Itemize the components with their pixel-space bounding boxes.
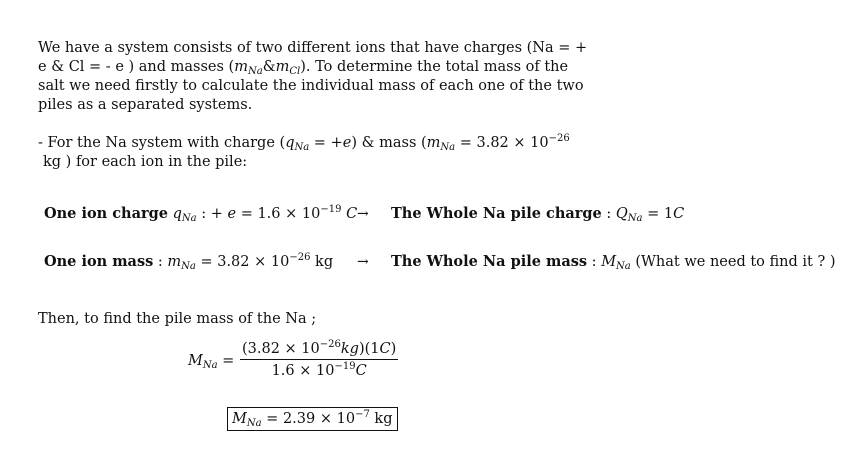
formula-lhs (188, 352, 234, 370)
exponent: −19 (334, 361, 356, 372)
unit: kg (310, 254, 334, 270)
exponent: −26 (289, 252, 311, 263)
mass-symbol: m (167, 254, 182, 270)
subscript: Na (294, 142, 310, 153)
subscript: Na (440, 142, 456, 153)
then-text: Then, to find the pile mass of the Na ; (38, 311, 317, 327)
charge-symbol: Q (615, 206, 628, 222)
subscript: Na (202, 360, 218, 371)
text: : + (196, 206, 228, 222)
subscript: Na (627, 213, 643, 224)
charge-row-left (44, 205, 357, 223)
exponent: −26 (319, 339, 341, 350)
mass-row-right (391, 253, 836, 271)
charge-symbol: q (285, 135, 295, 151)
fraction-numerator (240, 341, 398, 360)
subscript: Na (181, 261, 196, 272)
text: = 1 (642, 206, 674, 222)
unit: C (673, 206, 685, 222)
intro-text: e & Cl = - e ) and masses ( (38, 59, 235, 75)
mass-symbol: m (275, 59, 290, 75)
text: = 2.39 × 10 (261, 411, 356, 427)
exponent: −19 (320, 204, 342, 215)
result-box (227, 407, 398, 431)
text: : (601, 206, 616, 222)
formula-fraction (240, 341, 398, 379)
e-symbol: e (342, 135, 352, 151)
text: = 1.6 × 10 (236, 206, 321, 222)
intro-line-1: We have a system consists of two different ions that have charges (Na = + (38, 40, 588, 56)
ampersand: & (262, 59, 276, 75)
text: (3.82 × 10 (242, 341, 320, 357)
mass-row-left (44, 253, 333, 271)
text: = 3.82 × 10 (195, 254, 290, 270)
text: = + (309, 135, 343, 151)
unit: C (379, 341, 391, 357)
subscript: Na (247, 66, 263, 77)
mass-label: One ion mass (44, 253, 154, 270)
mass-symbol: M (232, 411, 247, 427)
unit: C (355, 363, 367, 379)
exponent: −7 (355, 409, 370, 420)
equals: = (217, 353, 235, 369)
intro-line-3: salt we need firstly to calculate the individual mass of each one of the two (38, 78, 584, 94)
unit: kg (369, 411, 393, 427)
subscript: Na (246, 418, 262, 429)
text: = 3.82 × 10 (455, 135, 549, 151)
exponent: −26 (548, 133, 570, 144)
charge-symbol: q (172, 206, 182, 222)
note: (What we need to find it ? ) (630, 254, 836, 270)
text: ) (390, 341, 397, 357)
text: : (587, 254, 602, 270)
mass-arrow: → (357, 254, 369, 270)
e-symbol: e (227, 206, 237, 222)
charge-arrow: → (357, 206, 369, 222)
pile-charge-label: The Whole Na pile charge (391, 205, 602, 222)
subscript: Na (181, 213, 197, 224)
unit: C (346, 206, 358, 222)
text: )(1 (358, 341, 380, 357)
mass-symbol: M (188, 353, 203, 369)
na-system-line-2: kg ) for each ion in the pile: (43, 154, 248, 170)
na-system-line-1 (38, 134, 570, 152)
fraction-denominator (272, 360, 367, 379)
intro-line-4: piles as a separated systems. (38, 97, 253, 113)
text: : (153, 254, 168, 270)
mass-symbol: m (426, 135, 441, 151)
text: - For the Na system with charge ( (38, 135, 286, 151)
pile-mass-label: The Whole Na pile mass (391, 253, 588, 270)
mass-symbol: M (601, 254, 617, 270)
text: 1.6 × 10 (271, 363, 335, 379)
charge-label: One ion charge (44, 205, 168, 222)
subscript: Na (616, 261, 631, 272)
charge-row-right (391, 205, 684, 223)
unit: kg (340, 341, 359, 357)
text: ) & mass ( (351, 135, 427, 151)
intro-text: ). To determine the total mass of the (300, 59, 569, 75)
subscript: Cl (289, 66, 301, 77)
mass-symbol: m (234, 59, 248, 75)
intro-line-2 (38, 58, 568, 76)
